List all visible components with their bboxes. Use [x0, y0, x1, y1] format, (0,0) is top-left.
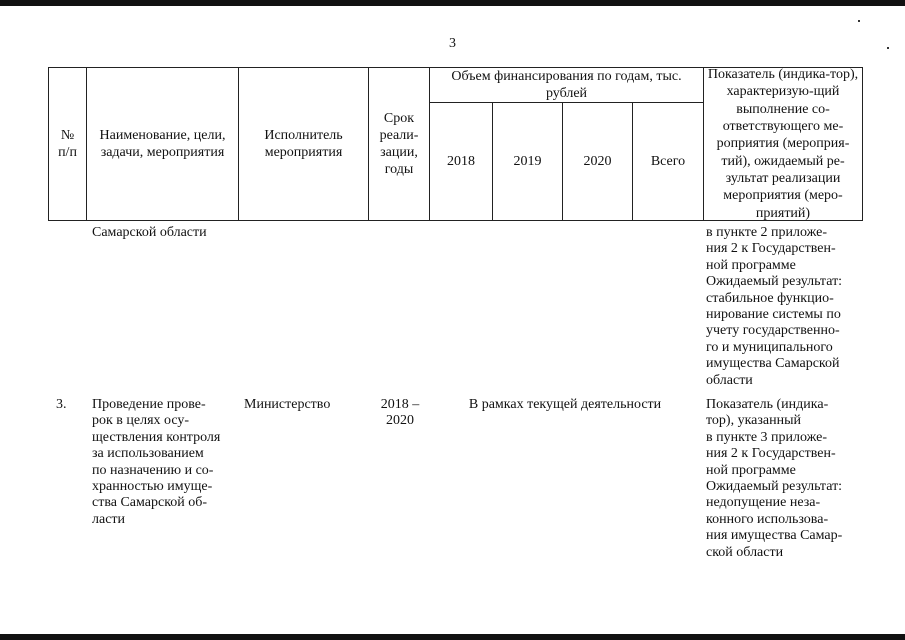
scan-bottom-border	[0, 634, 905, 640]
text-line: ной программе	[706, 462, 796, 478]
table-header	[48, 67, 863, 221]
text-line: в пункте 2 приложе-	[706, 225, 828, 240]
text-line: Ожидаемый результат:	[706, 479, 843, 495]
text-line: учету государственно-	[706, 323, 840, 339]
text-line: недопущение неза-	[706, 495, 821, 511]
continuation-name-tail: Самарской области	[92, 225, 207, 240]
header-num: № п/п	[58, 128, 77, 160]
text-line: хранностью имуще-	[92, 479, 213, 495]
text-line: тор), указанный	[706, 413, 802, 429]
page-number: 3	[449, 36, 456, 51]
text-line: Показатель (индика-	[706, 397, 829, 412]
text-line: 2020	[386, 413, 414, 429]
header-indicator: Показатель (индика-тор), характеризую-щий выполнение со-ответствующего ме-роприятия (мероприя-тий), ожидаемый ре-зультат реализации мероприятия (меро-приятий)	[707, 67, 859, 221]
row3-executor: Министерство	[244, 397, 331, 412]
text-line: конного использова-	[706, 511, 829, 527]
header-year-2019: 2019	[513, 154, 542, 169]
row3-num: 3.	[56, 397, 67, 412]
header-funding-group: Объем финансирования по годам, тыс. рублей	[451, 69, 682, 101]
row3-funding: В рамках текущей деятельности	[468, 397, 662, 412]
scan-top-border	[0, 0, 905, 6]
text-line: имущества Самарской	[706, 356, 840, 372]
text-line: ской области	[706, 544, 784, 560]
scan-speck	[858, 20, 860, 22]
header-year-2020: 2020	[583, 154, 612, 169]
text-line: в пункте 3 приложе-	[706, 429, 828, 445]
row3-name	[92, 397, 242, 528]
header-term: Срок реали-зации, годы	[379, 111, 419, 177]
header-name: Наименование, цели, задачи, мероприятия	[99, 128, 226, 160]
header-executor: Исполнитель мероприятия	[264, 128, 343, 160]
text-line: ства Самарской об-	[92, 495, 208, 511]
text-line: го и муниципального	[706, 339, 833, 355]
continuation-indicator	[706, 225, 866, 389]
text-line: Проведение прове-	[92, 397, 206, 412]
text-line: ния 2 к Государствен-	[706, 446, 836, 462]
row3-term	[370, 397, 430, 430]
text-line: 2018 –	[380, 397, 420, 412]
text-line: ния имущества Самар-	[706, 528, 843, 544]
text-line: нирование системы по	[706, 307, 841, 323]
text-line: стабильное функцио-	[706, 290, 834, 306]
header-total: Всего	[650, 154, 686, 169]
text-line: за использованием	[92, 446, 204, 462]
text-line: ной программе	[706, 257, 796, 273]
text-line: рок в целях осу-	[92, 413, 190, 429]
text-line: ласти	[92, 511, 126, 527]
row3-indicator	[706, 397, 866, 561]
header-year-2018: 2018	[447, 154, 475, 169]
text-line: ния 2 к Государствен-	[706, 241, 836, 257]
text-line: Ожидаемый результат:	[706, 274, 843, 290]
text-line: ществления контроля	[92, 429, 221, 445]
text-line: области	[706, 372, 753, 388]
text-line: по назначению и со-	[92, 462, 214, 478]
